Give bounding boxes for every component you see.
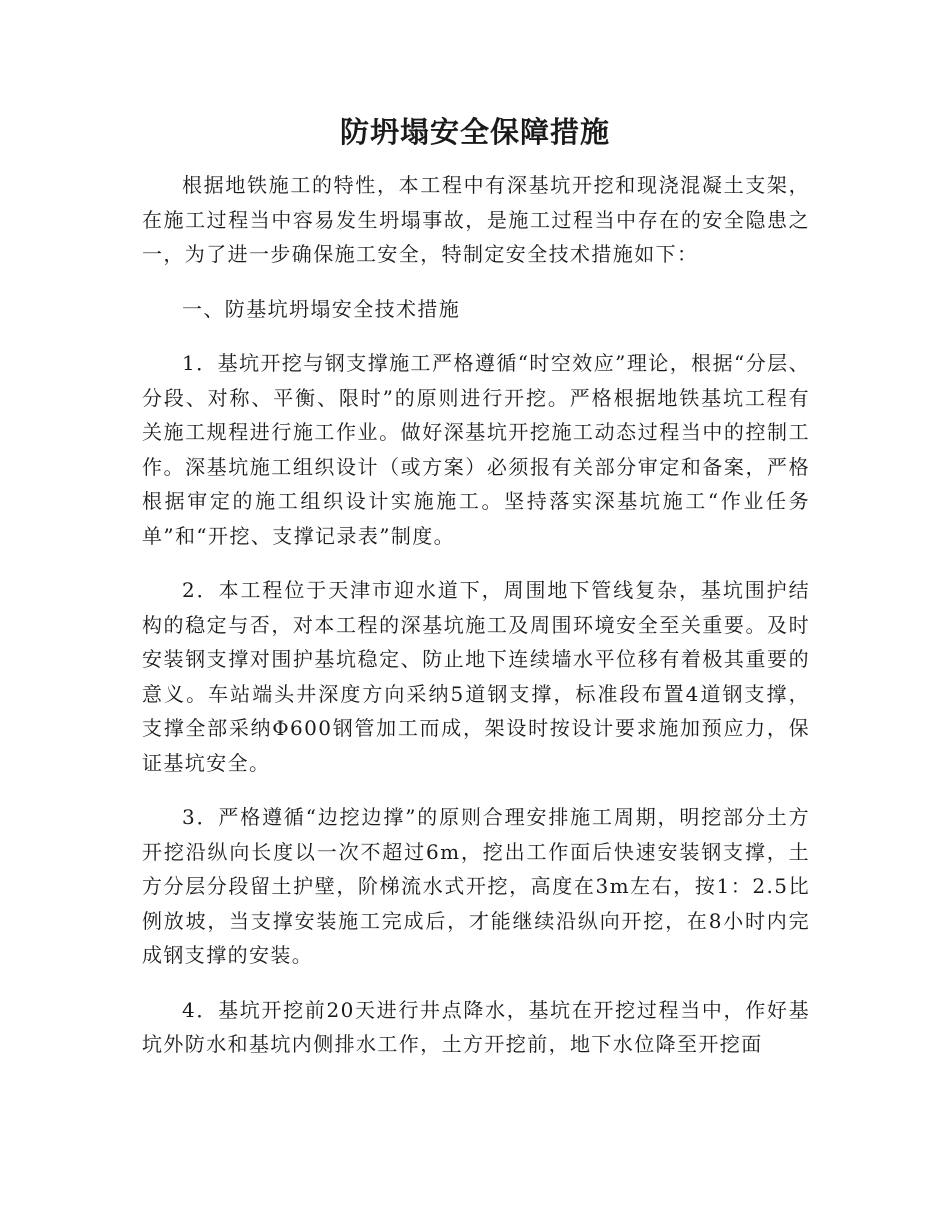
document-title: 防坍塌安全保障措施: [339, 115, 610, 149]
measure-paragraph-4: 4．基坑开挖前20天进行井点降水，基坑在开挖过程当中，作好基坑外防水和基坑内侧排水工作，土方开挖前，地下水位降至开挖面: [142, 997, 810, 1056]
section-heading: 一、防基坑坍塌安全技术措施: [182, 296, 461, 321]
measure-paragraph-1: 1．基坑开挖与钢支撑施工严格遵循“时空效应”理论，根据“分层、分段、对称、平衡、限时”的原则进行开挖。严格根据地铁基坑工程有关施工规程进行施工作业。做好深基坑开挖施工动态过程当中的控制工作。深基坑施工组织设计（或方案）必须报有关部分审定和备案，严格根据审定的施工组织设计实施施工。坚持落实深基坑施工“作业任务单”和“开挖、支撑记录表”制度。: [142, 351, 810, 548]
intro-paragraph: 根据地铁施工的特性，本工程中有深基坑开挖和现浇混凝土支架，在施工过程当中容易发生坍塌事故，是施工过程当中存在的安全隐患之一，为了进一步确保施工安全，特制定安全技术措施如下：: [142, 173, 810, 266]
measure-paragraph-3: 3．严格遵循“边挖边撑”的原则合理安排施工周期，明挖部分土方开挖沿纵向长度以一次不超过6m，挖出工作面后快速安装钢支撑，土方分层分段留土护壁，阶梯流水式开挖，高度在3m左右，按1：2.5比例放坡，当支撑安装施工完成后，才能继续沿纵向开挖，在8小时内完成钢支撑的安装。: [142, 805, 810, 967]
measure-paragraph-2: 2．本工程位于天津市迎水道下，周围地下管线复杂，基坑围护结构的稳定与否，对本工程的深基坑施工及周围环境安全至关重要。及时安装钢支撑对围护基坑稳定、防止地下连续墙水平位移有着极其重要的意义。车站端头井深度方向采纳5道钢支撑，标准段布置4道钢支撑，支撑全部采纳Φ600钢管加工而成，架设时按设计要求施加预应力，保证基坑安全。: [142, 578, 810, 775]
document-body: [142, 168, 810, 1082]
